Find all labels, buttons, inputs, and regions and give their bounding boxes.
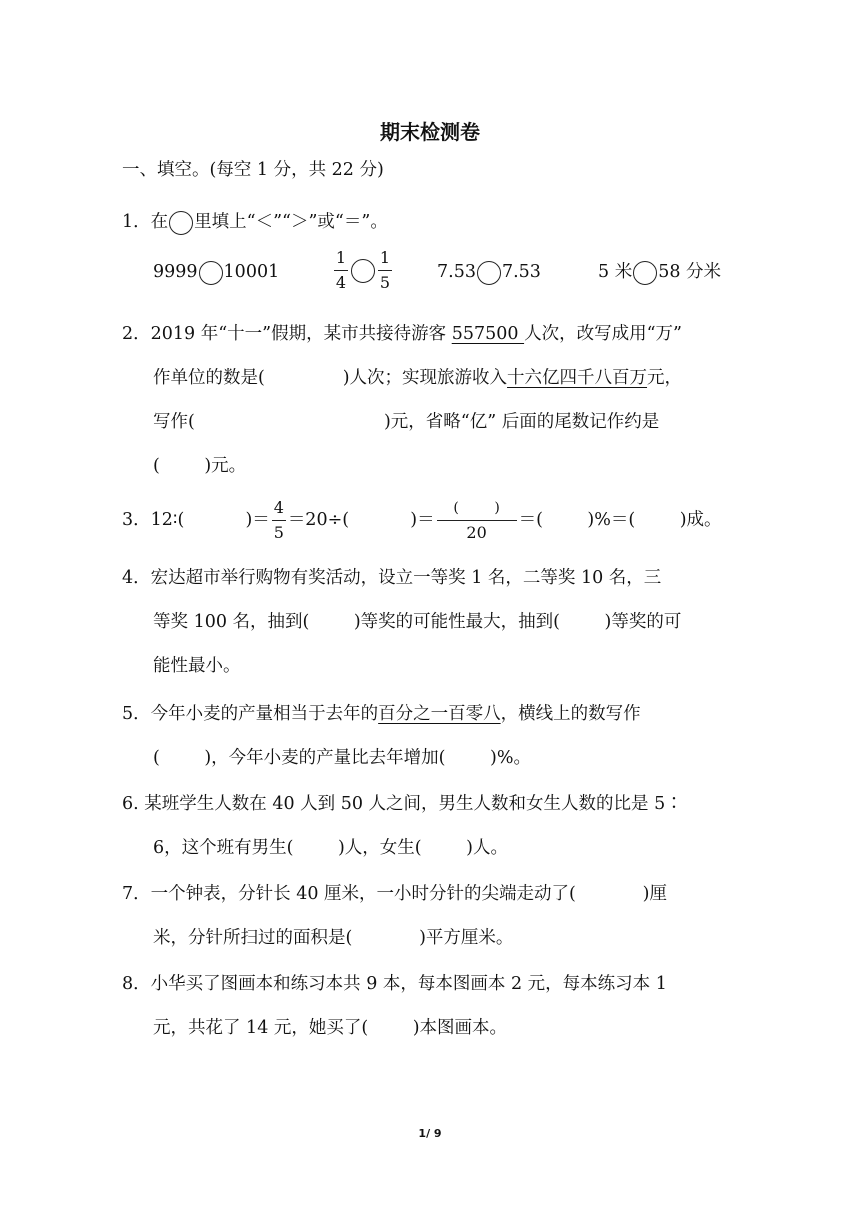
answer-circle-icon[interactable]	[351, 259, 375, 283]
page-number: 1/ 9	[418, 1127, 442, 1140]
q1-d-right: 58 分米	[658, 262, 722, 282]
q6-line-2: 6，这个班有男生( )人，女生( )人。	[153, 838, 508, 858]
q1-c-right: 7.53	[501, 262, 541, 282]
q4-line-1: 4．宏达超市举行购物有奖活动，设立一等奖 1 名，二等奖 10 名，三	[122, 568, 662, 588]
fraction-1-5: $\frac{1}{5}$	[379, 248, 391, 292]
q3-line: 3． 12∶( )＝ $\frac{4}{5}$ ＝20÷( )＝ $\frac{( )}{20}$ ＝( )%＝( )成。	[122, 497, 722, 542]
q1-c-left: 7.53	[437, 262, 476, 282]
q1-item-d	[598, 260, 721, 285]
q1-number: 1．	[122, 212, 151, 232]
q1-intro-a: 在	[150, 212, 169, 232]
q1-a-left: 9999	[153, 262, 198, 282]
q1-intro-b: 里填上“＜”“＞”或“＝”。	[194, 212, 388, 232]
q2-number: 2．	[122, 324, 151, 344]
answer-circle-icon	[169, 211, 193, 235]
q7-line-1: 7．一个钟表，分针长 40 厘米，一小时分针的尖端走动了( )厘	[122, 884, 667, 904]
q3-number: 3．	[122, 510, 151, 530]
fraction-1-4: $\frac{1}{4}$	[335, 248, 347, 292]
q1-d-left: 5 米	[598, 262, 633, 282]
section-heading: 一、填空。(每空 1 分，共 22 分)	[122, 160, 384, 180]
answer-circle-icon[interactable]	[199, 261, 223, 285]
page-title: 期末检测卷	[380, 120, 480, 144]
q2-underlined-amount: 十六亿四千八百万	[507, 368, 648, 388]
q1-a-right: 10001	[223, 262, 280, 282]
q8-line-1: 8．小华买了图画本和练习本共 9 本，每本图画本 2 元，每本练习本 1	[122, 974, 667, 994]
q4-line-3: 能性最小。	[153, 656, 241, 676]
fraction-4-5: $\frac{4}{5}$	[273, 497, 284, 542]
q2-line-4: ( )元。	[153, 456, 247, 476]
q2-underlined-number: 557500	[451, 324, 525, 344]
answer-circle-icon[interactable]	[477, 261, 501, 285]
answer-circle-icon[interactable]	[633, 261, 657, 285]
q1-intro	[122, 210, 388, 235]
q2-line-2: 作单位的数是( )人次；实现旅游收入十六亿四千八百万元，	[153, 368, 683, 388]
q5-number: 5．	[122, 704, 151, 724]
q4-line-2: 等奖 100 名，抽到( )等奖的可能性最大，抽到( )等奖的可	[153, 612, 682, 632]
q5-line-2: ( )，今年小麦的产量比去年增加( )%。	[153, 748, 531, 768]
q8-number: 8．	[122, 974, 151, 994]
q5-line-1: 5．今年小麦的产量相当于去年的百分之一百零八，横线上的数写作	[122, 704, 641, 724]
q4-number: 4．	[122, 568, 151, 588]
q1-item-b	[332, 248, 394, 296]
q7-line-2: 米，分针所扫过的面积是( )平方厘米。	[153, 928, 514, 948]
q1-item-a	[153, 260, 279, 285]
q8-line-2: 元，共花了 14 元，她买了( )本图画本。	[153, 1018, 508, 1038]
q1-item-c	[437, 260, 541, 285]
q6-line-1: 6. 某班学生人数在 40 人到 50 人之间，男生人数和女生人数的比是 5∶	[122, 794, 683, 814]
q7-number: 7．	[122, 884, 151, 904]
q2-line-3: 写作( )元，省略“亿” 后面的尾数记作约是	[153, 412, 660, 432]
q5-underlined-text: 百分之一百零八	[378, 704, 501, 724]
q2-line-1: 2．2019 年“十一”假期，某市共接待游客 557500 人次，改写成用“万”	[122, 324, 682, 344]
fraction-blank-20: $\frac{( )}{20}$	[437, 498, 517, 543]
